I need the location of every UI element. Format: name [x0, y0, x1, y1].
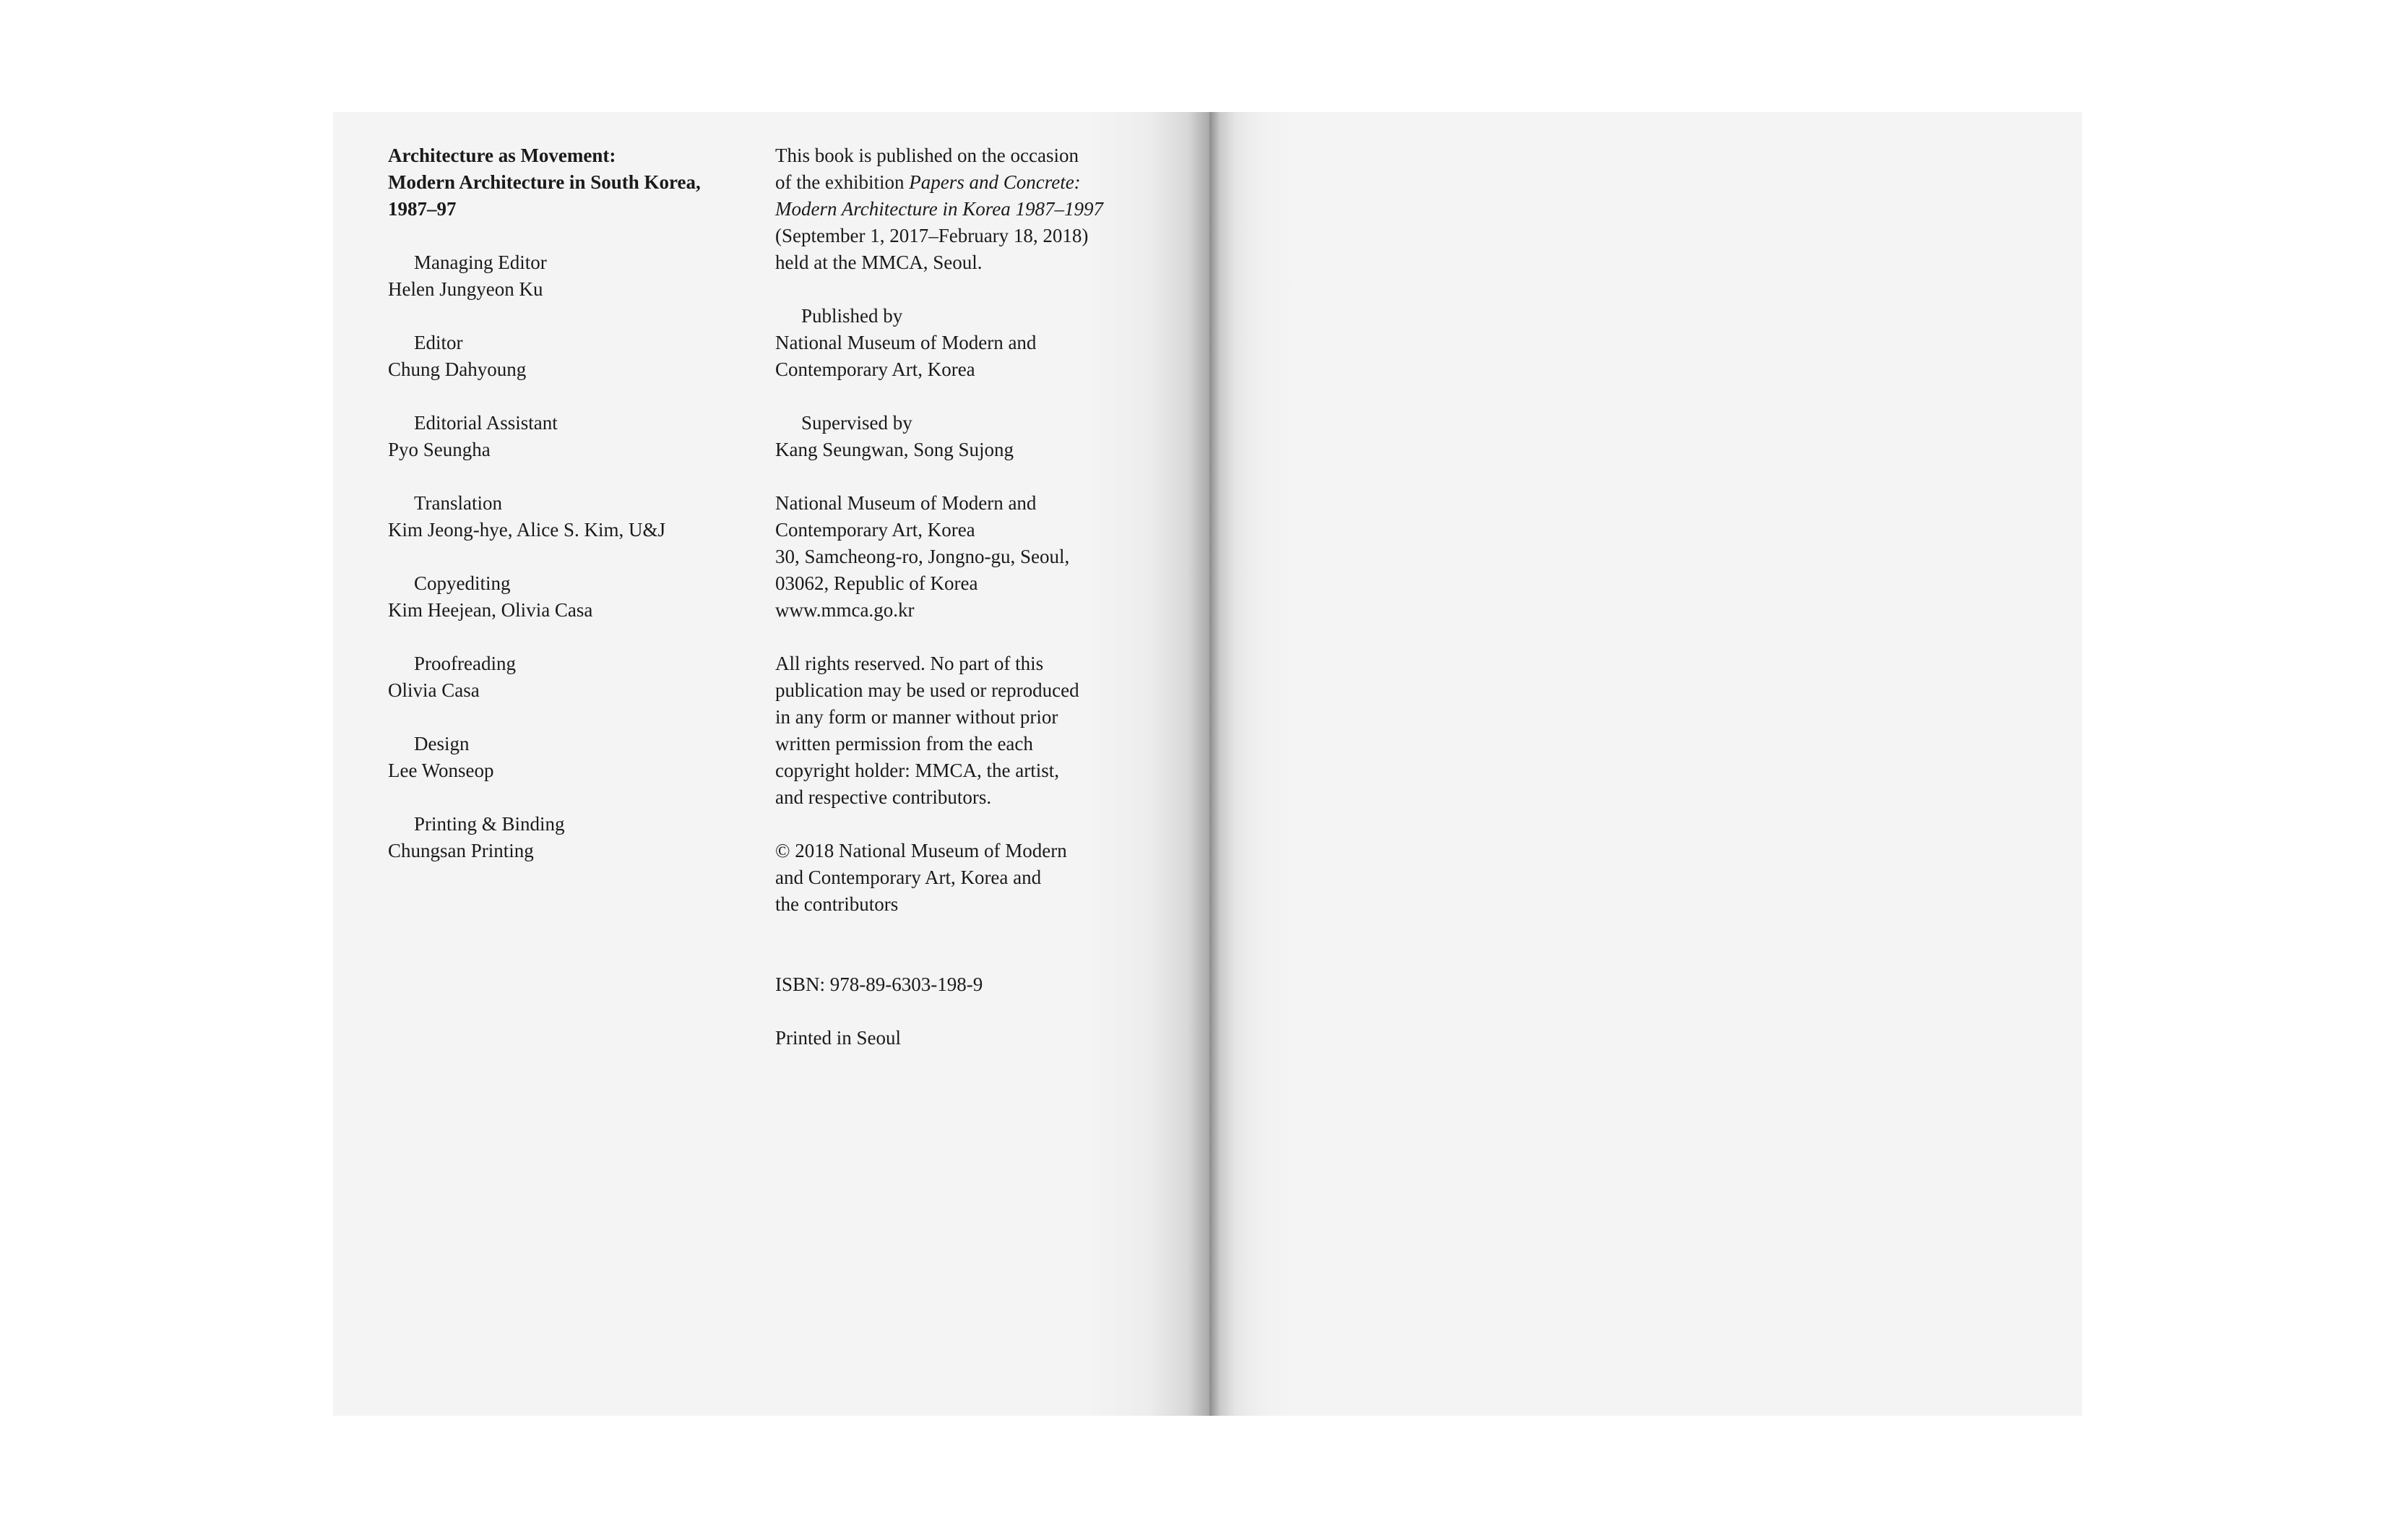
credit-role-translation: Translation — [414, 492, 503, 514]
rights-line-4: written permission from the each — [775, 733, 1033, 754]
credit-name-translation: Kim Jeong-hye, Alice S. Kim, U&J — [388, 519, 665, 541]
credit-name-editorial-assistant: Pyo Seungha — [388, 439, 491, 460]
address-line-4: 03062, Republic of Korea — [775, 572, 978, 594]
isbn: ISBN: 978-89-6303-198-9 — [775, 973, 983, 995]
credit-role-proofreading: Proofreading — [414, 653, 516, 674]
printed-in: Printed in Seoul — [775, 1027, 901, 1049]
occasion-line-5: held at the MMCA, Seoul. — [775, 251, 983, 273]
copyright-line-1: © 2018 National Museum of Modern — [775, 840, 1067, 861]
rights-line-5: copyright holder: MMCA, the artist, — [775, 760, 1059, 781]
credit-role-printing-binding: Printing & Binding — [414, 813, 565, 835]
credit-role-managing-editor: Managing Editor — [414, 251, 547, 273]
credit-role-editorial-assistant: Editorial Assistant — [414, 412, 558, 434]
occasion-line-4: (September 1, 2017–February 18, 2018) — [775, 225, 1089, 246]
supervisors: Kang Seungwan, Song Sujong — [775, 439, 1014, 460]
address-line-3: 30, Samcheong-ro, Jongno-gu, Seoul, — [775, 546, 1070, 567]
publisher-line-1: National Museum of Modern and — [775, 332, 1037, 353]
published-by-label: Published by — [801, 305, 903, 327]
publisher-line-2: Contemporary Art, Korea — [775, 358, 975, 380]
credit-role-design: Design — [414, 733, 470, 754]
rights-line-1: All rights reserved. No part of this — [775, 653, 1044, 674]
right-page — [1209, 112, 2082, 1416]
copyright-line-2: and Contemporary Art, Korea and — [775, 867, 1042, 888]
rights-line-6: and respective contributors. — [775, 786, 992, 808]
book-title-line-3: 1987–97 — [388, 198, 457, 220]
website-url: www.mmca.go.kr — [775, 599, 915, 621]
credit-name-copyediting: Kim Heejean, Olivia Casa — [388, 599, 593, 621]
book-title-line-2: Modern Architecture in South Korea, — [388, 171, 701, 193]
credit-name-proofreading: Olivia Casa — [388, 679, 480, 701]
colophon-column — [775, 142, 1151, 1052]
rights-line-3: in any form or manner without prior — [775, 706, 1058, 728]
book-title-line-1: Architecture as Movement: — [388, 145, 616, 166]
credit-name-design: Lee Wonseop — [388, 760, 494, 781]
address-line-1: National Museum of Modern and — [775, 492, 1037, 514]
rights-line-2: publication may be used or reproduced — [775, 679, 1079, 701]
occasion-line-2: of the exhibition Papers and Concrete: — [775, 171, 1081, 193]
credits-column — [388, 142, 764, 864]
occasion-line-1: This book is published on the occasion — [775, 145, 1079, 166]
supervised-by-label: Supervised by — [801, 412, 912, 434]
credit-name-printing-binding: Chungsan Printing — [388, 840, 534, 861]
credit-role-editor: Editor — [414, 332, 463, 353]
exhibition-title-part-1: Papers and Concrete: — [909, 171, 1081, 193]
occasion-line-3 — [775, 196, 1151, 223]
copyright-line-3: the contributors — [775, 893, 899, 915]
left-page — [333, 112, 1209, 1416]
address-line-2: Contemporary Art, Korea — [775, 519, 975, 541]
credit-role-copyediting: Copyediting — [414, 572, 511, 594]
exhibition-title-part-2: Modern Architecture in Korea 1987–1997 — [775, 198, 1103, 220]
credit-name-managing-editor: Helen Jungyeon Ku — [388, 278, 543, 300]
book-spread — [333, 112, 2082, 1416]
credit-name-editor: Chung Dahyoung — [388, 358, 527, 380]
